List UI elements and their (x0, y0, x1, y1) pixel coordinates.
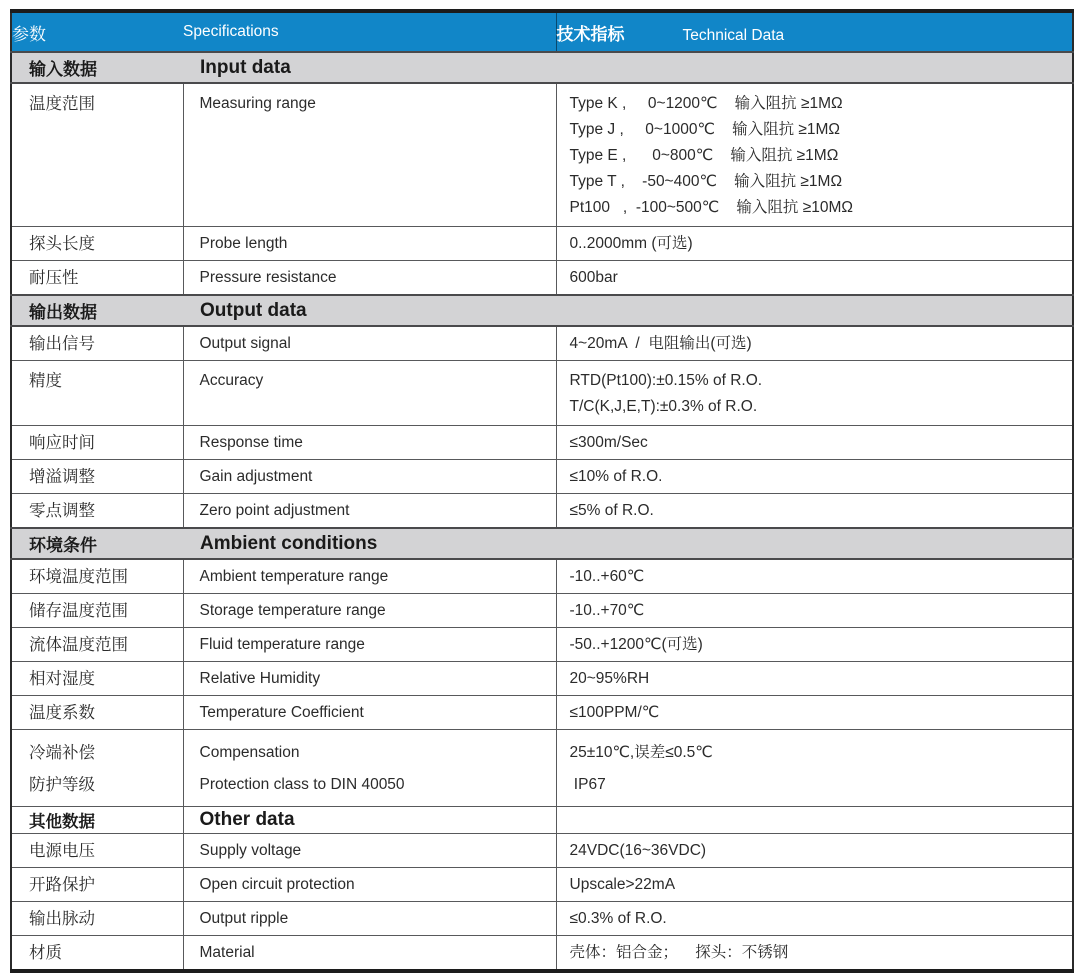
row-value (556, 696, 1073, 730)
cell-line: 冷端补偿 (29, 744, 95, 762)
row-label-zh (11, 662, 183, 696)
cell-line: 20~95%RH (569, 669, 650, 687)
row-label-en (183, 494, 556, 529)
header-technical-data (556, 11, 1073, 52)
row-value (556, 594, 1073, 628)
section-title-zh: 输出数据 (29, 303, 97, 322)
spec-row (11, 868, 1073, 902)
cell-line: Compensation (199, 744, 300, 761)
cell-line: Supply voltage (199, 841, 302, 859)
cell-line: 0..2000mm (可选) (569, 234, 693, 252)
cell-line: Type E , 0~800℃ 输入阻抗 ≥1MΩ (569, 147, 839, 164)
cell-line: ≤300m/Sec (569, 433, 648, 451)
section-header-other-data (11, 807, 1073, 834)
cell-line: Relative Humidity (199, 669, 321, 687)
cell-line: 流体温度范围 (29, 635, 128, 654)
row-label-en (183, 227, 556, 261)
cell-line: 储存温度范围 (29, 601, 128, 620)
row-label-zh (11, 426, 183, 460)
section-band (11, 528, 1073, 559)
row-label-en (183, 361, 556, 426)
spec-row (11, 902, 1073, 936)
cell-line: Fluid temperature range (199, 635, 365, 653)
row-label-zh (11, 628, 183, 662)
cell-line: Type K , 0~1200℃ 输入阻抗 ≥1MΩ (569, 95, 843, 112)
row-label-zh (11, 261, 183, 296)
cell-line: Measuring range (199, 95, 316, 112)
cell-line: 响应时间 (29, 433, 95, 452)
cell-line: Storage temperature range (199, 601, 386, 619)
row-label-en (183, 594, 556, 628)
spec-row (11, 834, 1073, 868)
section-title-en: Ambient conditions (200, 532, 378, 554)
cell-line: Gain adjustment (199, 467, 313, 485)
spec-row (11, 662, 1073, 696)
section-header-input-data (11, 52, 1073, 83)
section-band (11, 295, 1073, 326)
row-value (556, 494, 1073, 529)
cell-line: 零点调整 (29, 501, 95, 520)
section-band-content (12, 531, 1072, 556)
row-label-en (183, 696, 556, 730)
header-tech-zh: 技术指标 (556, 24, 625, 44)
cell-line: 开路保护 (29, 875, 95, 894)
cell-line: 输出信号 (29, 334, 95, 353)
row-label-en (183, 628, 556, 662)
header-tech-en: Technical Data (682, 26, 785, 44)
row-value (556, 868, 1073, 902)
cell-line: 24VDC(16~36VDC) (569, 841, 707, 859)
row-label-en (183, 902, 556, 936)
row-label-en (183, 559, 556, 594)
row-label-zh (11, 494, 183, 529)
section-empty-value (556, 807, 1073, 834)
row-label-zh (11, 696, 183, 730)
cell-line: ≤5% of R.O. (569, 501, 654, 519)
row-label-en (183, 83, 556, 227)
cell-line: IP67 (569, 776, 606, 793)
cell-line: 温度范围 (29, 95, 95, 113)
cell-line: ≤0.3% of R.O. (569, 909, 667, 927)
row-label-zh (11, 594, 183, 628)
row-label-en (183, 460, 556, 494)
cell-line: Zero point adjustment (199, 501, 350, 519)
row-label-zh (11, 936, 183, 972)
row-label-zh (11, 227, 183, 261)
spec-row (11, 361, 1073, 426)
cell-line: Protection class to DIN 40050 (199, 776, 405, 793)
spec-row (11, 696, 1073, 730)
cell-line: 防护等级 (29, 776, 95, 794)
row-value (556, 326, 1073, 361)
row-value (556, 227, 1073, 261)
section-title-zh: 输入数据 (29, 60, 97, 79)
cell-line: Output ripple (199, 909, 289, 927)
cell-line: Output signal (199, 334, 291, 352)
spec-row (11, 261, 1073, 296)
cell-line: Open circuit protection (199, 875, 355, 893)
spec-row (11, 426, 1073, 460)
cell-line: Upscale>22mA (569, 875, 676, 893)
cell-line: Temperature Coefficient (199, 703, 364, 721)
section-band-content (12, 298, 1072, 323)
section-header-ambient-conditions (11, 528, 1073, 559)
spec-row (11, 460, 1073, 494)
row-label-en (183, 834, 556, 868)
spec-row (11, 494, 1073, 529)
spec-row (11, 628, 1073, 662)
row-label-zh (11, 460, 183, 494)
row-label-en (183, 662, 556, 696)
cell-line: 探头长度 (29, 234, 95, 253)
cell-line: 25±10℃,误差≤0.5℃ (569, 744, 713, 761)
spec-table (10, 9, 1074, 973)
cell-line: Pt100 , -100~500℃ 输入阻抗 ≥10MΩ (569, 199, 853, 216)
section-header-output-data (11, 295, 1073, 326)
cell-line: ≤100PPM/℃ (569, 703, 660, 721)
cell-line: 600bar (569, 268, 618, 286)
cell-line: Probe length (199, 234, 288, 252)
section-title-en: Other data (183, 807, 556, 834)
header-param-zh: 参数 (11, 11, 183, 52)
row-value (556, 261, 1073, 296)
row-label-zh (11, 83, 183, 227)
spec-row (11, 594, 1073, 628)
row-value (556, 936, 1073, 972)
row-value (556, 730, 1073, 807)
row-label-en (183, 426, 556, 460)
row-value (556, 559, 1073, 594)
row-label-en (183, 936, 556, 972)
spec-row (11, 83, 1073, 227)
cell-line: -10..+70℃ (569, 601, 645, 619)
spec-table-body (11, 52, 1073, 971)
row-value (556, 83, 1073, 227)
cell-line: -50..+1200℃(可选) (569, 635, 703, 653)
cell-line: 材质 (29, 943, 62, 962)
spec-row (11, 936, 1073, 972)
row-label-en (183, 326, 556, 361)
row-value (556, 902, 1073, 936)
cell-line: Response time (199, 433, 303, 451)
section-band-content (12, 55, 1072, 80)
row-label-en (183, 730, 556, 807)
row-label-zh (11, 834, 183, 868)
cell-line: 环境温度范围 (29, 567, 128, 586)
section-title-en: Input data (200, 56, 291, 78)
spec-row (11, 559, 1073, 594)
row-value (556, 460, 1073, 494)
section-band (11, 52, 1073, 83)
cell-line: 壳体：铝合金； 探头：不锈钢 (569, 943, 789, 961)
row-label-zh (11, 326, 183, 361)
section-title-zh: 环境条件 (29, 536, 97, 555)
row-value (556, 834, 1073, 868)
cell-line: 电源电压 (29, 841, 95, 860)
row-label-zh (11, 361, 183, 426)
cell-line: 耐压性 (29, 268, 79, 287)
cell-line: 精度 (29, 372, 62, 390)
cell-line: 增溢调整 (29, 467, 95, 486)
header-specifications: Specifications (183, 11, 556, 52)
cell-line: ≤10% of R.O. (569, 467, 663, 485)
row-label-en (183, 261, 556, 296)
cell-line: 相对湿度 (29, 669, 95, 688)
cell-line: Ambient temperature range (199, 567, 389, 585)
cell-line: 4~20mA / 电阻输出(可选) (569, 334, 752, 352)
cell-line: 温度系数 (29, 703, 95, 722)
row-label-zh (11, 559, 183, 594)
cell-line: -10..+60℃ (569, 567, 645, 585)
row-label-zh (11, 730, 183, 807)
cell-line: RTD(Pt100):±0.15% of R.O. (569, 372, 763, 389)
spec-row (11, 326, 1073, 361)
cell-line: Accuracy (199, 372, 264, 389)
section-title-en: Output data (200, 299, 307, 321)
section-title-zh: 其他数据 (11, 807, 183, 834)
cell-line: Type T , -50~400℃ 输入阻抗 ≥1MΩ (569, 173, 843, 190)
cell-line: Material (199, 943, 255, 961)
spec-row (11, 227, 1073, 261)
cell-line: Pressure resistance (199, 268, 337, 286)
row-value (556, 426, 1073, 460)
table-header-row (11, 11, 1073, 52)
cell-line: T/C(K,J,E,T):±0.3% of R.O. (569, 398, 758, 415)
row-value (556, 662, 1073, 696)
row-label-zh (11, 902, 183, 936)
cell-line: Type J , 0~1000℃ 输入阻抗 ≥1MΩ (569, 121, 841, 138)
row-value (556, 628, 1073, 662)
spec-row (11, 730, 1073, 807)
row-label-en (183, 868, 556, 902)
row-label-zh (11, 868, 183, 902)
row-value (556, 361, 1073, 426)
cell-line: 输出脉动 (29, 909, 95, 928)
